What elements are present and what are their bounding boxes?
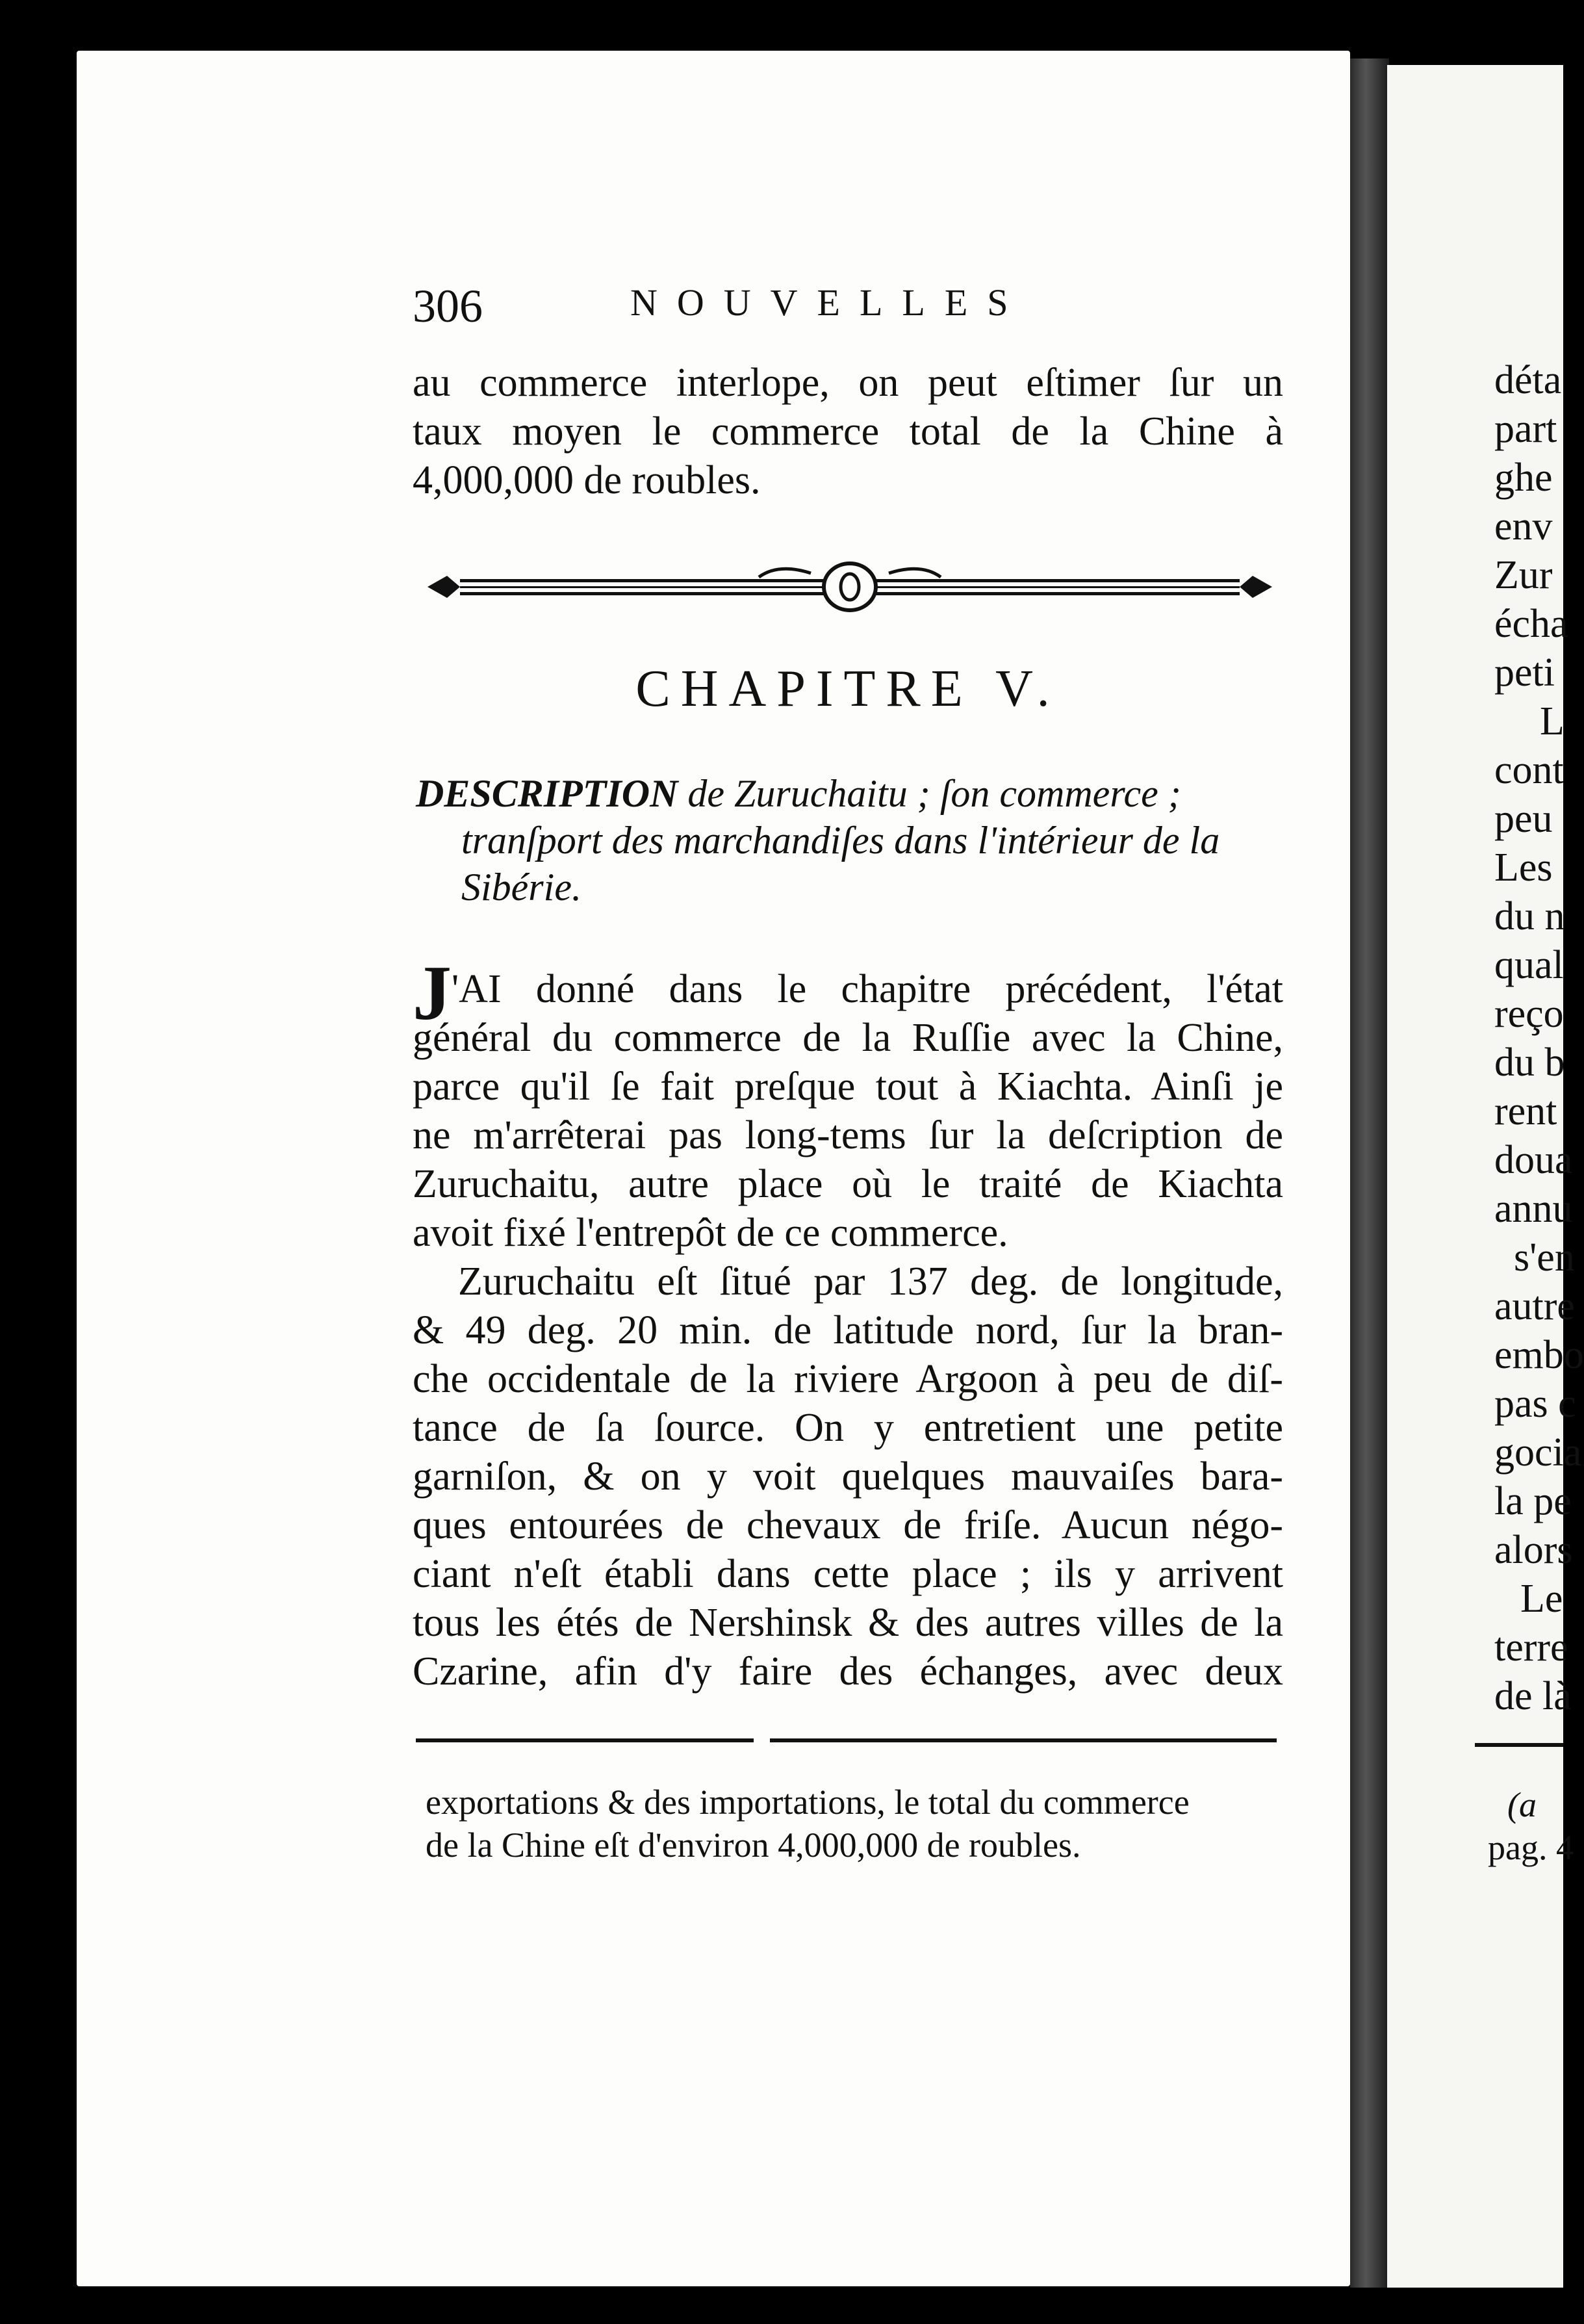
footnote-rule [770,1738,1277,1742]
right-footnote-line: pag. 4 [1488,1828,1574,1867]
right-page-line: Zur [1494,553,1553,597]
right-page-line: écha [1494,602,1568,646]
right-page-line: L [1540,699,1565,743]
summary-line: tranſport des marchandiſes dans l'intérieur de la [461,819,1220,862]
right-page-line: Les [1494,846,1553,890]
summary-lead: DESCRIPTION [416,772,678,815]
text-line: che occidentale de la riviere Argoon à peu de diſ- [413,1357,1283,1401]
right-page-line: s'en [1514,1235,1575,1280]
text-line: avoit fixé l'entrepôt de ce commerce. [413,1211,1008,1255]
text-line: 4,000,000 de roubles. [413,458,761,502]
right-page-line: la pe [1494,1479,1572,1523]
right-page-line: reço [1494,992,1564,1036]
text-line: ne m'arrêterai pas long-tems ſur la deſcription de [413,1113,1283,1157]
running-head: NOUVELLES [630,281,1028,324]
text-line: tous les étés de Nershinsk & des autres villes de la [413,1601,1283,1645]
right-footnote-rule [1475,1743,1563,1747]
footnote-line: de la Chine eſt d'environ 4,000,000 de roubles. [426,1826,1081,1865]
right-footnote-line: (a [1507,1785,1537,1824]
book-gutter [1350,58,1389,2288]
right-page-line: gocia [1494,1430,1582,1475]
text-line-body: 'AI donné dans le chapitre précédent, l'état [452,967,1283,1011]
summary-line: de Zuruchaitu ; ſon commerce ; [678,772,1181,815]
right-page-line: alors [1494,1528,1573,1572]
right-page-line: part [1494,407,1557,451]
right-page-line: autre [1494,1284,1575,1328]
text-line: ciant n'eſt établi dans cette place ; ils y arrivent [413,1552,1283,1596]
drop-cap: J [413,949,452,1036]
text-line: Zuruchaitu, autre place où le traité de Kiachta [413,1162,1283,1206]
footnote-line: exportations & des importations, le total du commerce [426,1783,1190,1822]
text-line: général du commerce de la Ruſſie avec la Chine, [413,1016,1283,1060]
summary-line: Sibérie. [461,866,581,909]
text-line: au commerce interlope, on peut eſtimer ſur un [413,361,1283,405]
right-page-line: peti [1494,651,1555,695]
right-page-line: doua [1494,1138,1573,1182]
right-page-line: de là [1494,1674,1572,1718]
right-page-line: déta [1494,358,1562,402]
page-number: 306 [413,280,483,332]
right-page-line: du b [1494,1040,1565,1085]
right-page-line: ghe [1494,456,1553,500]
page-header [413,279,1062,331]
right-page-line: Le [1520,1577,1563,1621]
right-page-line: embo [1494,1333,1584,1377]
text-line: parce qu'il ſe fait preſque tout à Kiachta. Ainſi je [413,1065,1283,1109]
right-page-line: peu [1494,797,1553,841]
right-page-line: env [1494,504,1553,549]
text-line [413,949,1283,1036]
footnote-rule [416,1738,754,1742]
text-line: & 49 deg. 20 min. de latitude nord, ſur la bran- [413,1308,1283,1352]
chapter-title: CHAPITRE V. [635,660,1060,717]
text-line: tance de ſa ſource. On y entretient une petite [413,1406,1283,1450]
right-page-line: terre [1494,1625,1568,1670]
text-line: Zuruchaitu eſt ſitué par 137 deg. de longitude, [458,1259,1283,1304]
right-page-line: du n [1494,894,1565,938]
ornament-divider [421,558,1279,616]
text-line: Czarine, afin d'y faire des échanges, avec deux [413,1649,1283,1694]
right-page-line: annu [1494,1187,1573,1231]
text-line: garniſon, & on y voit quelques mauvaiſes bara- [413,1454,1283,1499]
chapter-summary [416,770,1286,910]
text-line: ques entourées de chevaux de friſe. Aucun négo- [413,1503,1283,1547]
right-page-line: cont [1494,748,1564,792]
right-page-line: rent [1494,1089,1557,1133]
right-page-line: qual [1494,943,1564,987]
right-page-line: pas c [1494,1382,1576,1426]
text-line: taux moyen le commerce total de la Chine à [413,409,1283,454]
